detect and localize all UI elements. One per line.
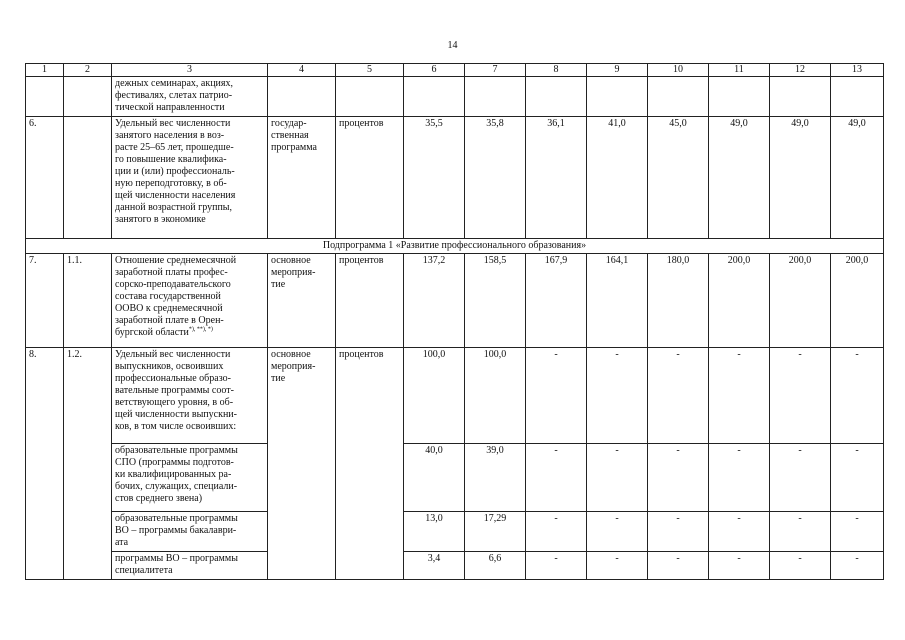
table-subrow <box>26 444 884 512</box>
indicator-type: основное мероприя- тие <box>268 348 336 580</box>
table-subrow <box>26 552 884 580</box>
value-cell: 49,0 <box>831 117 884 239</box>
column-number: 7 <box>465 64 526 77</box>
value-cell: 40,0 <box>404 444 465 512</box>
indicator-name: образовательные программы СПО (программы подготов- ки квалифицированных ра- бочих, служащих, специали- стов среднего звена) <box>112 444 268 512</box>
column-number: 13 <box>831 64 884 77</box>
page-number: 14 <box>447 40 458 51</box>
unit: процентов <box>336 348 404 580</box>
column-number: 5 <box>336 64 404 77</box>
value-cell: 49,0 <box>709 117 770 239</box>
value-cell: 39,0 <box>465 444 526 512</box>
column-number: 4 <box>268 64 336 77</box>
value-cell: 35,5 <box>404 117 465 239</box>
value-cell: 137,2 <box>404 254 465 348</box>
value-cell: - <box>831 512 884 552</box>
indicator-name-text: Отношение среднемесячной заработной платы профес- сорско-преподавательского состава государственной ООВО к среднемесячной заработной плате в Орен- бургской области <box>115 255 237 338</box>
value-cell: 100,0 <box>404 348 465 444</box>
footnote-marks: *), **), *) <box>188 326 213 333</box>
column-number-row <box>26 64 884 77</box>
column-number: 12 <box>770 64 831 77</box>
column-number: 3 <box>112 64 268 77</box>
subprogram-row <box>26 239 884 254</box>
sub-number <box>64 117 112 239</box>
value-cell: 164,1 <box>587 254 648 348</box>
value-cell: - <box>648 348 709 444</box>
indicators-table <box>25 63 884 580</box>
indicator-name: Удельный вес численности выпускников, освоивших профессиональные образо- вательные программы соот- ветствующего уровня, в об- щей численности выпускни- ков, в том числе освоивших: <box>112 348 268 444</box>
value-cell: - <box>587 444 648 512</box>
sub-number: 1.1. <box>64 254 112 348</box>
table-row <box>26 348 884 444</box>
value-cell: - <box>831 444 884 512</box>
value-cell: - <box>831 348 884 444</box>
value-cell: 17,29 <box>465 512 526 552</box>
value-cell: 200,0 <box>831 254 884 348</box>
value-cell: - <box>587 348 648 444</box>
value-cell: - <box>831 552 884 580</box>
row-number: 8. <box>26 348 64 580</box>
indicator-type: государ- ственная программа <box>268 117 336 239</box>
column-number: 10 <box>648 64 709 77</box>
value-cell: - <box>587 552 648 580</box>
row-number: 6. <box>26 117 64 239</box>
value-cell: 41,0 <box>587 117 648 239</box>
column-number: 2 <box>64 64 112 77</box>
indicator-type: основное мероприя- тие <box>268 254 336 348</box>
subprogram-title: Подпрограмма 1 «Развитие профессионального образования» <box>26 239 884 254</box>
value-cell: 13,0 <box>404 512 465 552</box>
value-cell: - <box>709 348 770 444</box>
value-cell: - <box>526 512 587 552</box>
value-cell: 100,0 <box>465 348 526 444</box>
value-cell: 158,5 <box>465 254 526 348</box>
table-subrow <box>26 512 884 552</box>
indicator-name: Удельный вес численности занятого населения в воз- расте 25–65 лет, прошедше- го повышение квалифика- ции и (или) профессиональ- ную переподготовку, в об- щей численности населения данной возрастной группы, занятого в экономике <box>112 117 268 239</box>
unit: процентов <box>336 117 404 239</box>
value-cell: - <box>526 348 587 444</box>
value-cell: 36,1 <box>526 117 587 239</box>
value-cell: - <box>587 512 648 552</box>
indicator-name: программы ВО – программы специалитета <box>112 552 268 580</box>
value-cell: - <box>770 348 831 444</box>
value-cell: - <box>526 552 587 580</box>
table-row <box>26 254 884 348</box>
value-cell: - <box>709 512 770 552</box>
value-cell: 3,4 <box>404 552 465 580</box>
column-number: 11 <box>709 64 770 77</box>
row-number: 7. <box>26 254 64 348</box>
column-number: 8 <box>526 64 587 77</box>
column-number: 9 <box>587 64 648 77</box>
column-number: 1 <box>26 64 64 77</box>
indicator-name: образовательные программы ВО – программы бакалаври- ата <box>112 512 268 552</box>
value-cell: 35,8 <box>465 117 526 239</box>
value-cell: 167,9 <box>526 254 587 348</box>
value-cell: 49,0 <box>770 117 831 239</box>
value-cell: - <box>648 444 709 512</box>
value-cell: - <box>648 512 709 552</box>
value-cell: - <box>770 512 831 552</box>
table-row <box>26 117 884 239</box>
value-cell: - <box>770 552 831 580</box>
value-cell: - <box>770 444 831 512</box>
value-cell: - <box>709 552 770 580</box>
value-cell: 200,0 <box>709 254 770 348</box>
sub-number: 1.2. <box>64 348 112 580</box>
indicator-name: дежных семинарах, акциях, фестивалях, слетах патрио- тической направленности <box>112 77 268 117</box>
unit: процентов <box>336 254 404 348</box>
value-cell: 180,0 <box>648 254 709 348</box>
column-number: 6 <box>404 64 465 77</box>
value-cell: 200,0 <box>770 254 831 348</box>
value-cell: - <box>526 444 587 512</box>
table-row-continuation <box>26 77 884 117</box>
value-cell: 45,0 <box>648 117 709 239</box>
indicator-name <box>112 254 268 348</box>
value-cell: - <box>709 444 770 512</box>
value-cell: - <box>648 552 709 580</box>
value-cell: 6,6 <box>465 552 526 580</box>
